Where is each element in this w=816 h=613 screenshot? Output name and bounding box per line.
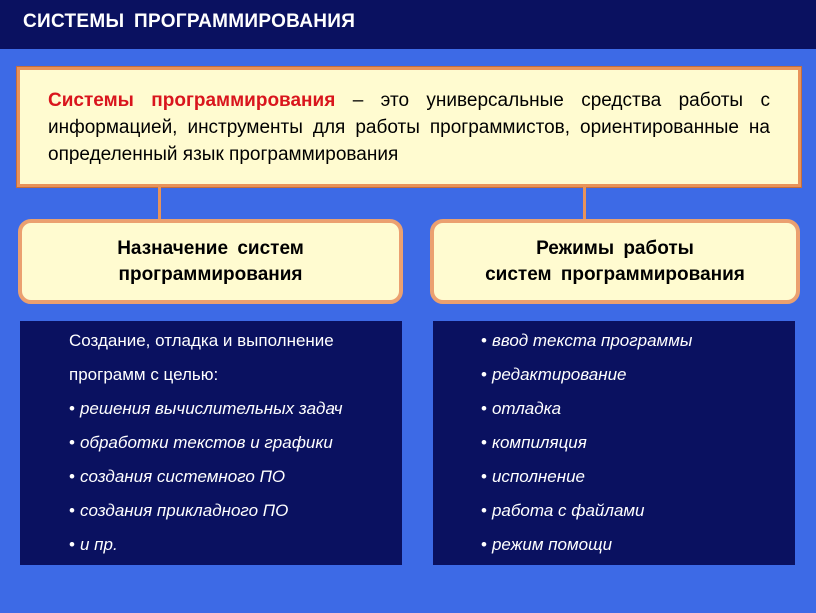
purpose-heading-line2: программирования [118, 263, 303, 285]
definition-box [17, 67, 801, 187]
connector-left [158, 184, 161, 220]
bullet: • [481, 535, 487, 554]
list-item [481, 358, 795, 392]
connector-right [583, 184, 586, 220]
modes-heading-line1: Режимы работы [536, 237, 694, 259]
bullet: • [69, 399, 75, 418]
mode-item-text: исполнение [491, 467, 586, 486]
modes-heading-box [430, 219, 800, 304]
list-item [69, 528, 402, 562]
purpose-item-text: создания системного ПО [79, 467, 286, 486]
mode-item-text: работа с файлами [491, 501, 645, 520]
bullet: • [481, 399, 487, 418]
list-item [69, 426, 402, 460]
bullet: • [481, 331, 487, 350]
list-item [481, 324, 795, 358]
bullet: • [69, 433, 75, 452]
purpose-item-text: решения вычислительных задач [79, 399, 343, 418]
bullet: • [69, 535, 75, 554]
bullet: • [69, 501, 75, 520]
bullet: • [69, 467, 75, 486]
purpose-intro-line2: программ с целью: [69, 365, 219, 384]
purpose-item-text: создания прикладного ПО [79, 501, 289, 520]
purpose-heading-box [18, 219, 403, 304]
mode-item-text: отладка [491, 399, 562, 418]
title-bar [0, 0, 816, 49]
list-item [481, 460, 795, 494]
list-item [69, 460, 402, 494]
purpose-item-text: обработки текстов и графики [79, 433, 333, 452]
slide-title: СИСТЕМЫ ПРОГРАММИРОВАНИЯ [23, 11, 356, 32]
bullet: • [481, 467, 487, 486]
bullet: • [481, 501, 487, 520]
purpose-heading-line1: Назначение систем [117, 237, 304, 259]
list-item [481, 528, 795, 562]
list-item [481, 426, 795, 460]
list-item [481, 494, 795, 528]
list-item [69, 392, 402, 426]
bullet: • [481, 433, 487, 452]
modes-list [433, 321, 795, 565]
mode-item-text: редактирование [491, 365, 627, 384]
mode-item-text: ввод текста программы [491, 331, 693, 350]
bullet: • [481, 365, 487, 384]
list-item [69, 494, 402, 528]
definition-text [48, 87, 770, 168]
mode-item-text: режим помощи [491, 535, 613, 554]
definition-body: – это универсальные средства работы с информацией, инструменты для работы программистов, ориентированные на определенный язык программирования [48, 90, 770, 165]
list-item [481, 392, 795, 426]
mode-item-text: компиляция [491, 433, 587, 452]
definition-term: Системы программирования [48, 90, 336, 111]
purpose-item-text: и пр. [79, 535, 118, 554]
modes-heading-line2: систем программирования [485, 263, 745, 285]
purpose-list [20, 321, 402, 565]
purpose-intro-line1: Создание, отладка и выполнение [69, 331, 334, 350]
